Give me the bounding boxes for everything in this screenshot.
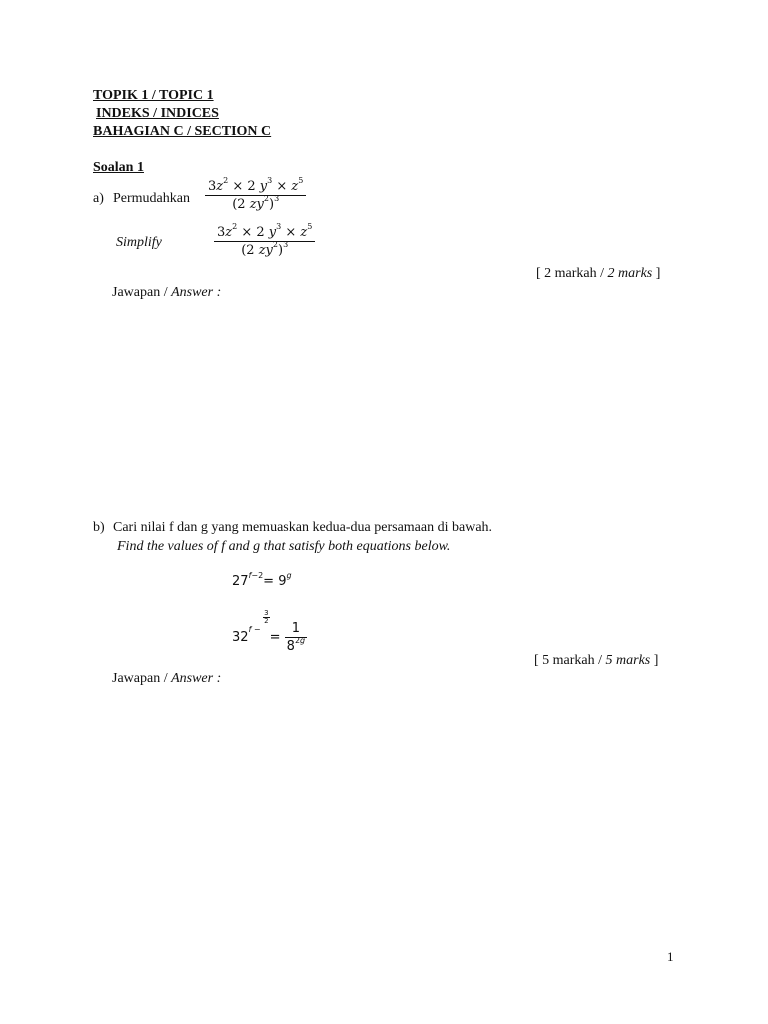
part-b-marks-close: ]	[653, 653, 659, 668]
part-a-instruction-ms: Permudahkan	[113, 191, 190, 206]
equation-2: $32^{f - \frac{3}{2}}$ = $\frac{1}{8^{2g}}$	[232, 609, 306, 654]
question-title: Soalan 1	[93, 160, 144, 175]
part-a-answer-ms: Jawapan /	[112, 285, 168, 300]
part-a-expression-en: $\frac{3z^2 \times 2 y^3 \times z^5}{(2 zy^2)^3}$	[214, 224, 315, 259]
part-a-instruction-en: Simplify	[116, 235, 162, 250]
part-b-marks	[534, 653, 658, 669]
part-b-marks-ms: [ 5 markah /	[534, 653, 603, 668]
part-b-answer-space[interactable]	[112, 696, 672, 936]
topic-heading: TOPIK 1 / TOPIC 1	[93, 88, 214, 103]
part-a-expression-ms: $\frac{3z^2 \times 2 y^3 \times z^5}{(2 zy^2)^3}$	[205, 178, 306, 213]
part-b-answer-label	[112, 671, 221, 687]
part-b-marks-en: 5 marks	[605, 653, 651, 668]
equation-1: $27^{f-2}= 9^g$	[232, 571, 292, 589]
part-b-answer-ms: Jawapan /	[112, 671, 168, 686]
part-a-label: a)	[93, 191, 104, 206]
part-a-answer-space[interactable]	[112, 310, 672, 510]
part-a-marks-en: 2 marks	[607, 266, 653, 281]
part-a-answer-label	[112, 285, 221, 301]
part-a-marks	[536, 266, 660, 282]
part-b-label: b)	[93, 520, 105, 535]
subtopic-heading: INDEKS / INDICES	[96, 106, 219, 121]
part-b-instruction-en: Find the values of f and g that satisfy both equations below.	[117, 539, 451, 554]
part-b-instruction-ms: Cari nilai f dan g yang memuaskan kedua-dua persamaan di bawah.	[113, 520, 493, 535]
part-b-answer-en: Answer :	[171, 671, 222, 686]
part-a-marks-close: ]	[655, 266, 661, 281]
part-a-marks-ms: [ 2 markah /	[536, 266, 605, 281]
part-a-answer-en: Answer :	[171, 285, 222, 300]
section-heading: BAHAGIAN C / SECTION C	[93, 124, 272, 139]
page-number: 1	[667, 949, 674, 964]
